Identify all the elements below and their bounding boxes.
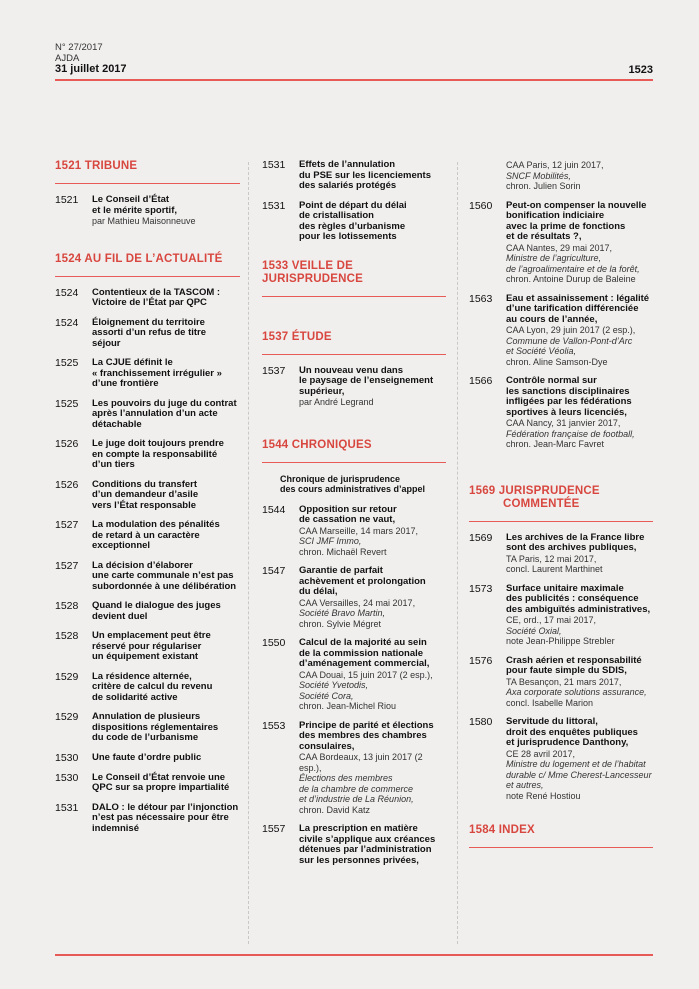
entry-title: Servitude du littoral, droit des enquêtes publiques et jurisprudence Danthony, — [506, 716, 638, 748]
section-actualite-heading: 1524 AU FIL DE L’ACTUALITÉ — [55, 253, 240, 277]
toc-entry[interactable] — [55, 195, 240, 227]
entry-page-number: 1544 — [262, 503, 286, 516]
entry-page-number: 1527 — [55, 559, 79, 572]
entry-title: Un nouveau venu dans le paysage de l’enseignement supérieur, — [299, 364, 434, 397]
page-number: 1523 — [628, 64, 653, 76]
entry-title: Eau et assainissement : légalité d’une tarification différenciée au cours de l’année, — [506, 292, 650, 325]
entry-title: Effets de l’annulation du PSE sur les licenciements des salariés protégés — [299, 159, 431, 191]
toc-entry[interactable] — [262, 824, 446, 866]
entry-page-number: 1530 — [55, 751, 79, 764]
entry-chron: chron. Sylvie Mégret — [299, 618, 382, 629]
journal-name: AJDA — [55, 53, 80, 64]
entry-party: Ministre de l’agriculture, de l’agroalimentaire et de la forêt, — [506, 253, 640, 274]
entry-page-number: 1526 — [55, 438, 79, 450]
toc-entry[interactable] — [469, 584, 653, 647]
entry-page-number: 1531 — [262, 199, 286, 212]
entry-chron: note Jean-Philippe Strebler — [506, 636, 615, 646]
entry-page-number: 1530 — [55, 771, 79, 784]
toc-entry[interactable] — [469, 656, 653, 709]
entry-page-number: 1547 — [262, 565, 286, 577]
entry-page-number: 1525 — [55, 397, 79, 410]
toc-entry[interactable] — [55, 753, 240, 764]
entry-title: La résidence alternée, critère de calcul du revenu de solidarité active — [92, 670, 213, 703]
entry-page-number: 1524 — [55, 316, 79, 329]
entry-court: CAA Marseille, 14 mars 2017, — [299, 525, 419, 536]
entry-court: CAA Versailles, 24 mai 2017, — [299, 597, 416, 608]
issue-number: N° 27/2017 — [55, 42, 103, 53]
toc-entry[interactable] — [55, 803, 240, 835]
toc-entry[interactable] — [55, 358, 240, 390]
entry-party: Élections des membres de la chambre de commerce et d’industrie de La Réunion, — [299, 773, 414, 804]
column-1 — [55, 160, 240, 843]
toc-entry[interactable] — [262, 638, 446, 712]
entry-chron: chron. David Katz — [299, 804, 371, 815]
entry-page-number: 1573 — [469, 582, 493, 595]
toc-entry[interactable] — [469, 533, 653, 575]
entry-title: Les pouvoirs du juge du contrat après l’annulation d’un acte détachable — [92, 397, 237, 430]
entry-court: CAA Nantes, 29 mai 2017, — [506, 242, 613, 253]
entry-court: CAA Lyon, 29 juin 2017 (2 esp.), — [506, 325, 636, 335]
toc-entry[interactable] — [55, 773, 240, 794]
toc-entry[interactable] — [55, 288, 240, 309]
section-index-heading: 1584 INDEX — [469, 824, 653, 848]
entry-title: Un emplacement peut être réservé pour régulariser un équipement existant — [92, 630, 211, 662]
entry-page-number: 1527 — [55, 519, 79, 531]
entry-page-number: 1563 — [469, 292, 493, 305]
entry-party: SCI JMF Immo, — [299, 536, 362, 546]
entry-page-number: 1550 — [262, 637, 286, 649]
entry-title: Point de départ du délai de cristallisation des règles d’urbanisme pour les lotissements — [299, 199, 407, 242]
toc-entry[interactable] — [55, 601, 240, 622]
toc-entry[interactable] — [55, 318, 240, 350]
entry-party: Société Yvetodis, Société Cora, — [299, 680, 369, 701]
entry-title: Le Conseil d’État et le mérite sportif, — [92, 194, 177, 216]
entry-page-number: 1521 — [55, 194, 79, 206]
toc-entry[interactable] — [55, 631, 240, 663]
section-tribune-heading: 1521 TRIBUNE — [55, 160, 240, 184]
toc-entry[interactable] — [469, 294, 653, 368]
toc-entry[interactable] — [469, 376, 653, 450]
entry-chron: note René Hostiou — [506, 790, 581, 801]
top-rule — [55, 79, 653, 81]
entry-party: Fédération française de football, — [506, 428, 635, 439]
entry-page-number: 1531 — [55, 801, 79, 814]
entry-court: CAA Paris, 12 juin 2017, — [506, 160, 604, 170]
entry-page-number: 1526 — [55, 478, 79, 491]
toc-entry[interactable] — [469, 201, 653, 285]
column-divider — [457, 162, 458, 944]
entry-page-number: 1560 — [469, 199, 493, 212]
toc-entry[interactable] — [262, 366, 446, 408]
entry-title: Les archives de la France libre sont des archives publiques, — [506, 531, 645, 553]
section-commentee-line2: COMMENTÉE — [503, 497, 580, 510]
entry-chron: chron. Michaël Revert — [299, 546, 387, 557]
entry-title: Opposition sur retour de cassation ne vaut, — [299, 503, 397, 525]
entry-chron: chron. Jean-Marc Favret — [506, 439, 605, 449]
entry-title: Crash aérien et responsabilité pour faute simple du SDIS, — [506, 654, 642, 676]
entry-page-number: 1553 — [262, 719, 286, 732]
entry-title: Une faute d’ordre public — [92, 751, 202, 763]
entry-title: Peut-on compenser la nouvelle bonification indiciaire avec la prime de fonctions et de résultats ?, — [506, 199, 647, 242]
entry-page-number: 1529 — [55, 711, 79, 723]
entry-page-number: 1569 — [469, 531, 493, 544]
entry-chron: concl. Isabelle Marion — [506, 697, 594, 708]
entry-court: TA Besançon, 21 mars 2017, — [506, 676, 622, 687]
entry-page-number: 1525 — [55, 357, 79, 369]
section-commentee-line1: 1569 JURISPRUDENCE — [469, 484, 600, 497]
entry-page-number: 1528 — [55, 630, 79, 642]
entry-title: La prescription en matière civile s’applique aux créances détenues par l’administration sur les personnes privées, — [299, 823, 436, 866]
entry-page-number: 1531 — [262, 159, 286, 171]
entry-party: Commune de Vallon-Pont-d’Arc et Société Véolia, — [506, 335, 633, 356]
entry-page-number: 1557 — [262, 823, 286, 835]
entry-party: Société Oxial, — [506, 625, 562, 636]
entry-chron: concl. Laurent Marthinet — [506, 564, 603, 574]
toc-entry[interactable] — [262, 566, 446, 629]
entry-title: Principe de parité et élections des membres des chambres consulaires, — [299, 719, 434, 752]
column-2 — [262, 160, 446, 875]
toc-entry[interactable] — [262, 505, 446, 558]
toc-entry[interactable] — [55, 480, 240, 512]
section-chroniques-heading: 1544 CHRONIQUES — [262, 439, 446, 463]
entry-court: CE, ord., 17 mai 2017, — [506, 615, 597, 625]
toc-entry[interactable] — [55, 561, 240, 593]
entry-title: Le juge doit toujours prendre en compte la responsabilité d’un tiers — [92, 438, 224, 470]
column-divider — [248, 162, 249, 944]
section-commentee-heading — [469, 485, 653, 522]
entry-page-number: 1528 — [55, 600, 79, 612]
entry-title: La modulation des pénalités de retard à un caractère exceptionnel — [92, 519, 220, 551]
entry-title: Contentieux de la TASCOM : Victoire de l’État par QPC — [92, 286, 221, 308]
entry-page-number: 1566 — [469, 375, 493, 387]
entry-title: Conditions du transfert d’un demandeur d’asile vers l’État responsable — [92, 478, 199, 511]
entry-title: DALO : le détour par l’injonction n’est pas nécessaire pour être indemnisé — [92, 801, 239, 834]
entry-title: La décision d’élaborer une carte communale n’est pas subordonnée à une délibération — [92, 559, 237, 592]
entry-page-number: 1580 — [469, 716, 493, 728]
entry-party: SNCF Mobilités, — [506, 170, 571, 181]
entry-court: CAA Douai, 15 juin 2017 (2 esp.), — [299, 669, 433, 680]
issue-date: 31 juillet 2017 — [55, 63, 127, 75]
toc-entry[interactable] — [55, 712, 240, 744]
bottom-rule — [55, 954, 653, 956]
entry-court: CAA Nancy, 31 janvier 2017, — [506, 418, 621, 428]
entry-title: Calcul de la majorité au sein de la commission nationale d’aménagement commercial, — [299, 637, 430, 669]
entry-page-number: 1529 — [55, 670, 79, 683]
entry-page-number: 1524 — [55, 286, 79, 299]
issue-header — [55, 42, 127, 75]
entry-author: par André Legrand — [299, 397, 374, 407]
section-veille-heading: 1533 VEILLE DE JURISPRUDENCE — [262, 260, 446, 297]
toc-entry[interactable] — [469, 717, 653, 801]
chroniques-intro: Chronique de jurisprudence des cours administratives d’appel — [280, 473, 426, 494]
entry-party: Ministre du logement et de l’habitat durable c/ Mme Cherest-Lancesseur et autres, — [506, 759, 652, 790]
entry-chron: chron. Antoine Durup de Baleine — [506, 274, 636, 284]
entry-page-number: 1537 — [262, 364, 286, 377]
entry-chron: chron. Julien Sorin — [506, 181, 581, 191]
entry-title: La CJUE définit le « franchissement irrégulier » d’une frontière — [92, 357, 222, 389]
toc-entry[interactable] — [55, 439, 240, 471]
toc-entry[interactable] — [55, 520, 240, 552]
entry-party: Axa corporate solutions assurance, — [506, 687, 647, 697]
entry-title: Le Conseil d’État renvoie une QPC sur sa propre impartialité — [92, 771, 230, 793]
entry-page-number: 1576 — [469, 654, 493, 667]
entry-court: CAA Bordeaux, 13 juin 2017 (2 esp.), — [299, 752, 423, 773]
section-etude-heading: 1537 ÉTUDE — [262, 331, 446, 355]
entry-chron: chron. Jean-Michel Riou — [299, 701, 397, 711]
entry-title: Contrôle normal sur les sanctions disciplinaires infligées par les fédérations sportives à leurs licenciés, — [506, 375, 632, 418]
entry-chron: chron. Aline Samson-Dye — [506, 356, 608, 367]
column-3 — [469, 160, 653, 859]
toc-entry-continued[interactable] — [469, 160, 653, 192]
toc-entry[interactable] — [262, 160, 446, 192]
entry-title: Surface unitaire maximale des publicités : conséquence des ambiguïtés administratives, — [506, 582, 651, 615]
entry-court: TA Paris, 12 mai 2017, — [506, 553, 597, 564]
entry-title: Annulation de plusieurs dispositions réglementaires du code de l’urbanisme — [92, 711, 219, 743]
entry-title: Quand le dialogue des juges devient duel — [92, 600, 221, 622]
entry-title: Éloignement du territoire assorti d’un refus de titre séjour — [92, 316, 207, 349]
toc-entry[interactable] — [262, 201, 446, 243]
entry-author: par Mathieu Maisonneuve — [92, 216, 196, 226]
entry-court: CE 28 avril 2017, — [506, 748, 576, 759]
entry-party: Société Bravo Martin, — [299, 608, 386, 618]
entry-title: Garantie de parfait achèvement et prolongation du délai, — [299, 565, 426, 597]
toc-entry[interactable] — [55, 399, 240, 431]
toc-entry[interactable] — [262, 721, 446, 816]
toc-entry[interactable] — [55, 672, 240, 704]
